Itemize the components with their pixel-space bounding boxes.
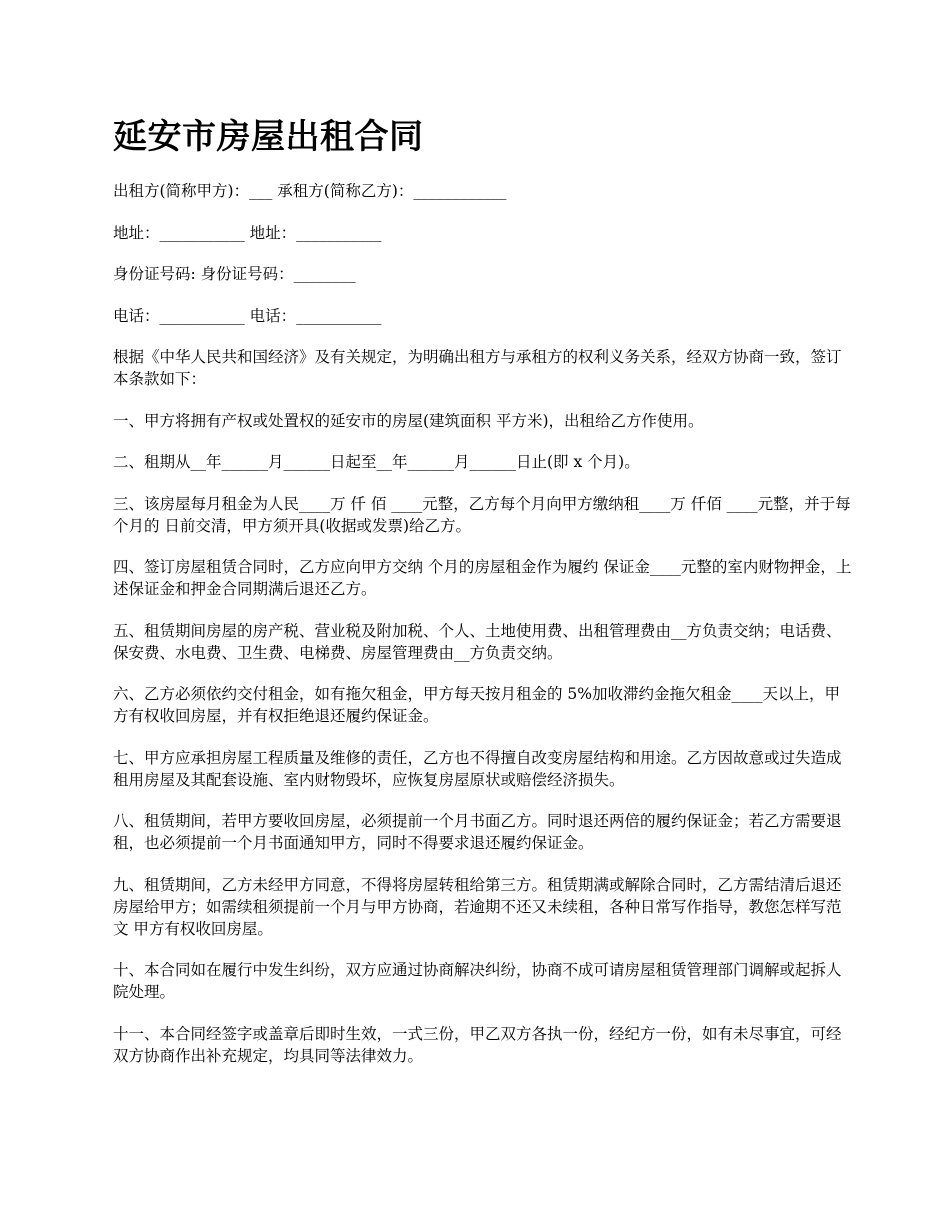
clause-6: 六、乙方必须依约交付租金，如有拖欠租金，甲方每天按月租金的 5%加收滞约金拖欠租金____天以上，甲方有权收回房屋，并有权拒绝退还履约保证金。 — [113, 685, 841, 725]
party-names-line: 出租方(简称甲方)：___ 承租方(简称乙方)：____________ — [113, 182, 507, 200]
id-number-line: 身份证号码: 身份证号码：________ — [113, 265, 356, 283]
clause-2: 二、租期从__年______月______日起至__年______月______日止(即 x 个月)。 — [113, 453, 640, 471]
document-title: 延安市房屋出租合同 — [113, 117, 424, 157]
clause-7: 七、甲方应承担房屋工程质量及维修的责任，乙方也不得擅自改变房屋结构和用途。乙方因故意或过失造成租用房屋及其配套设施、室内财物毁坏，应恢复房屋原状或赔偿经济损失。 — [113, 748, 842, 789]
clause-11: 十一、本合同经签字或盖章后即时生效，一式三份，甲乙双方各执一份，经纪方一份，如有未尽事宜，可经双方协商作出补充规定，均具同等法律效力。 — [113, 1024, 842, 1065]
clause-5: 五、租赁期间房屋的房产税、营业税及附加税、个人、土地使用费、出租管理费由__方负责交纳；电话费、保安费、水电费、卫生费、电梯费、房屋管理费由__方负责交纳。 — [113, 621, 842, 662]
clause-10: 十、本合同如在履行中发生纠纷，双方应通过协商解决纠纷，协商不成可请房屋租赁管理部门调解或起拆人院处理。 — [113, 961, 842, 1001]
clause-3: 三、该房屋每月租金为人民____万 仟 佰 ____元整，乙方每个月向甲方缴纳租____万 仟佰 ____元整，并于每 个月的 日前交清，甲方须开具(收据或发票)给乙方。 — [113, 494, 851, 535]
clause-9: 九、租赁期间，乙方未经甲方同意，不得将房屋转租给第三方。租赁期满或解除合同时，乙方需结清后退还房屋给甲方；如需续租须提前一个月与甲方协商，若逾期不还又未续租，各种日常写作指导，教您怎样写范文 甲方有权收回房屋。 — [113, 875, 842, 938]
preamble-paragraph: 根据《中华人民共和国经济》及有关规定，为明确出租方与承租方的权利义务关系，经双方协商一致，签订本条款如下： — [113, 348, 842, 388]
clause-1: 一、甲方将拥有产权或处置权的延安市的房屋(建筑面积 平方米)，出租给乙方作使用。 — [113, 411, 704, 430]
clause-8: 八、租赁期间，若甲方要收回房屋，必须提前一个月书面乙方。同时退还两倍的履约保证金；若乙方需要退租，也必须提前一个月书面通知甲方，同时不得要求退还履约保证金。 — [113, 812, 842, 852]
document-page — [113, 112, 853, 1086]
address-line: 地址：___________ 地址：___________ — [113, 223, 382, 242]
phone-line: 电话：___________ 电话：___________ — [113, 306, 382, 325]
clause-4: 四、签订房屋租赁合同时，乙方应向甲方交纳 个月的房屋租金作为履约 保证金____元整的室内财物押金，上述保证金和押金合同期满后退还乙方。 — [113, 558, 852, 598]
